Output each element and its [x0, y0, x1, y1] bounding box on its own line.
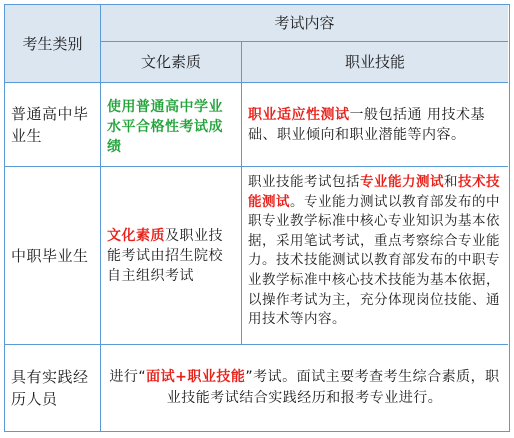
row-2-skills-pre: 职业技能考试包括: [248, 174, 360, 190]
row-3-content: [101, 345, 508, 431]
header-culture: [101, 42, 242, 83]
header-category-label: 考生类别: [22, 34, 83, 53]
header-category: [5, 5, 101, 83]
row-3-content-highlight: 面试+职业技能: [146, 369, 246, 385]
header-skills: [242, 42, 508, 83]
row-1-culture: [101, 83, 242, 167]
row-1-skills-text: 一般包括通 用技术基础、职业倾向和职业潜能等内容。: [248, 107, 485, 143]
exam-table: [4, 4, 510, 432]
row-2-skills-mid: 和: [444, 174, 458, 190]
row-3-content-pre: 进行“: [109, 369, 147, 385]
row-3-content-text: ”考试。面试主要考查考生综合素质，职业技能考试结合实践经历和报考专业进行。: [166, 369, 500, 406]
row-3-category-label: 具有实践经历人员: [11, 368, 89, 408]
row-2-skills-highlight-2: 技术技能测试: [248, 174, 500, 210]
row-2-skills-text: 。专业能力测试以教育部发布的中职专业教学标准中核心专业知识为基本依据，采用笔试考试，重点考察综合专业能力。技术技能测试以教育部发布的中职专业教学标准中核心技术技能为基本依据，以操作考试为主，充分体现岗位技能、通用技术等内容。: [248, 193, 500, 328]
header-skills-label: 职业技能: [344, 53, 405, 71]
row-3-category: [5, 345, 101, 431]
row-2-culture-text: 及职业技能考试由招生院校自主组织考试: [107, 227, 223, 284]
row-1-skills: [242, 83, 508, 167]
row-2-skills-highlight-1: 专业能力测试: [360, 174, 444, 190]
row-2-skills: [242, 167, 508, 345]
header-exam-content-label: 考试内容: [274, 14, 335, 32]
row-2-category-label: 中职毕业生: [11, 246, 89, 265]
header-culture-label: 文化素质: [140, 53, 201, 71]
row-2-culture: [101, 167, 242, 345]
row-1-skills-highlight: 职业适应性测试: [248, 107, 350, 123]
row-1-category: [5, 83, 101, 167]
header-exam-content: [101, 5, 508, 42]
row-2-culture-highlight: 文化素质: [107, 227, 165, 244]
row-1-category-label: 普通高中毕业生: [11, 104, 89, 145]
row-2-category: [5, 167, 101, 345]
row-1-culture-text: 使用普通高中学业水平合格性考试成绩: [107, 99, 223, 155]
